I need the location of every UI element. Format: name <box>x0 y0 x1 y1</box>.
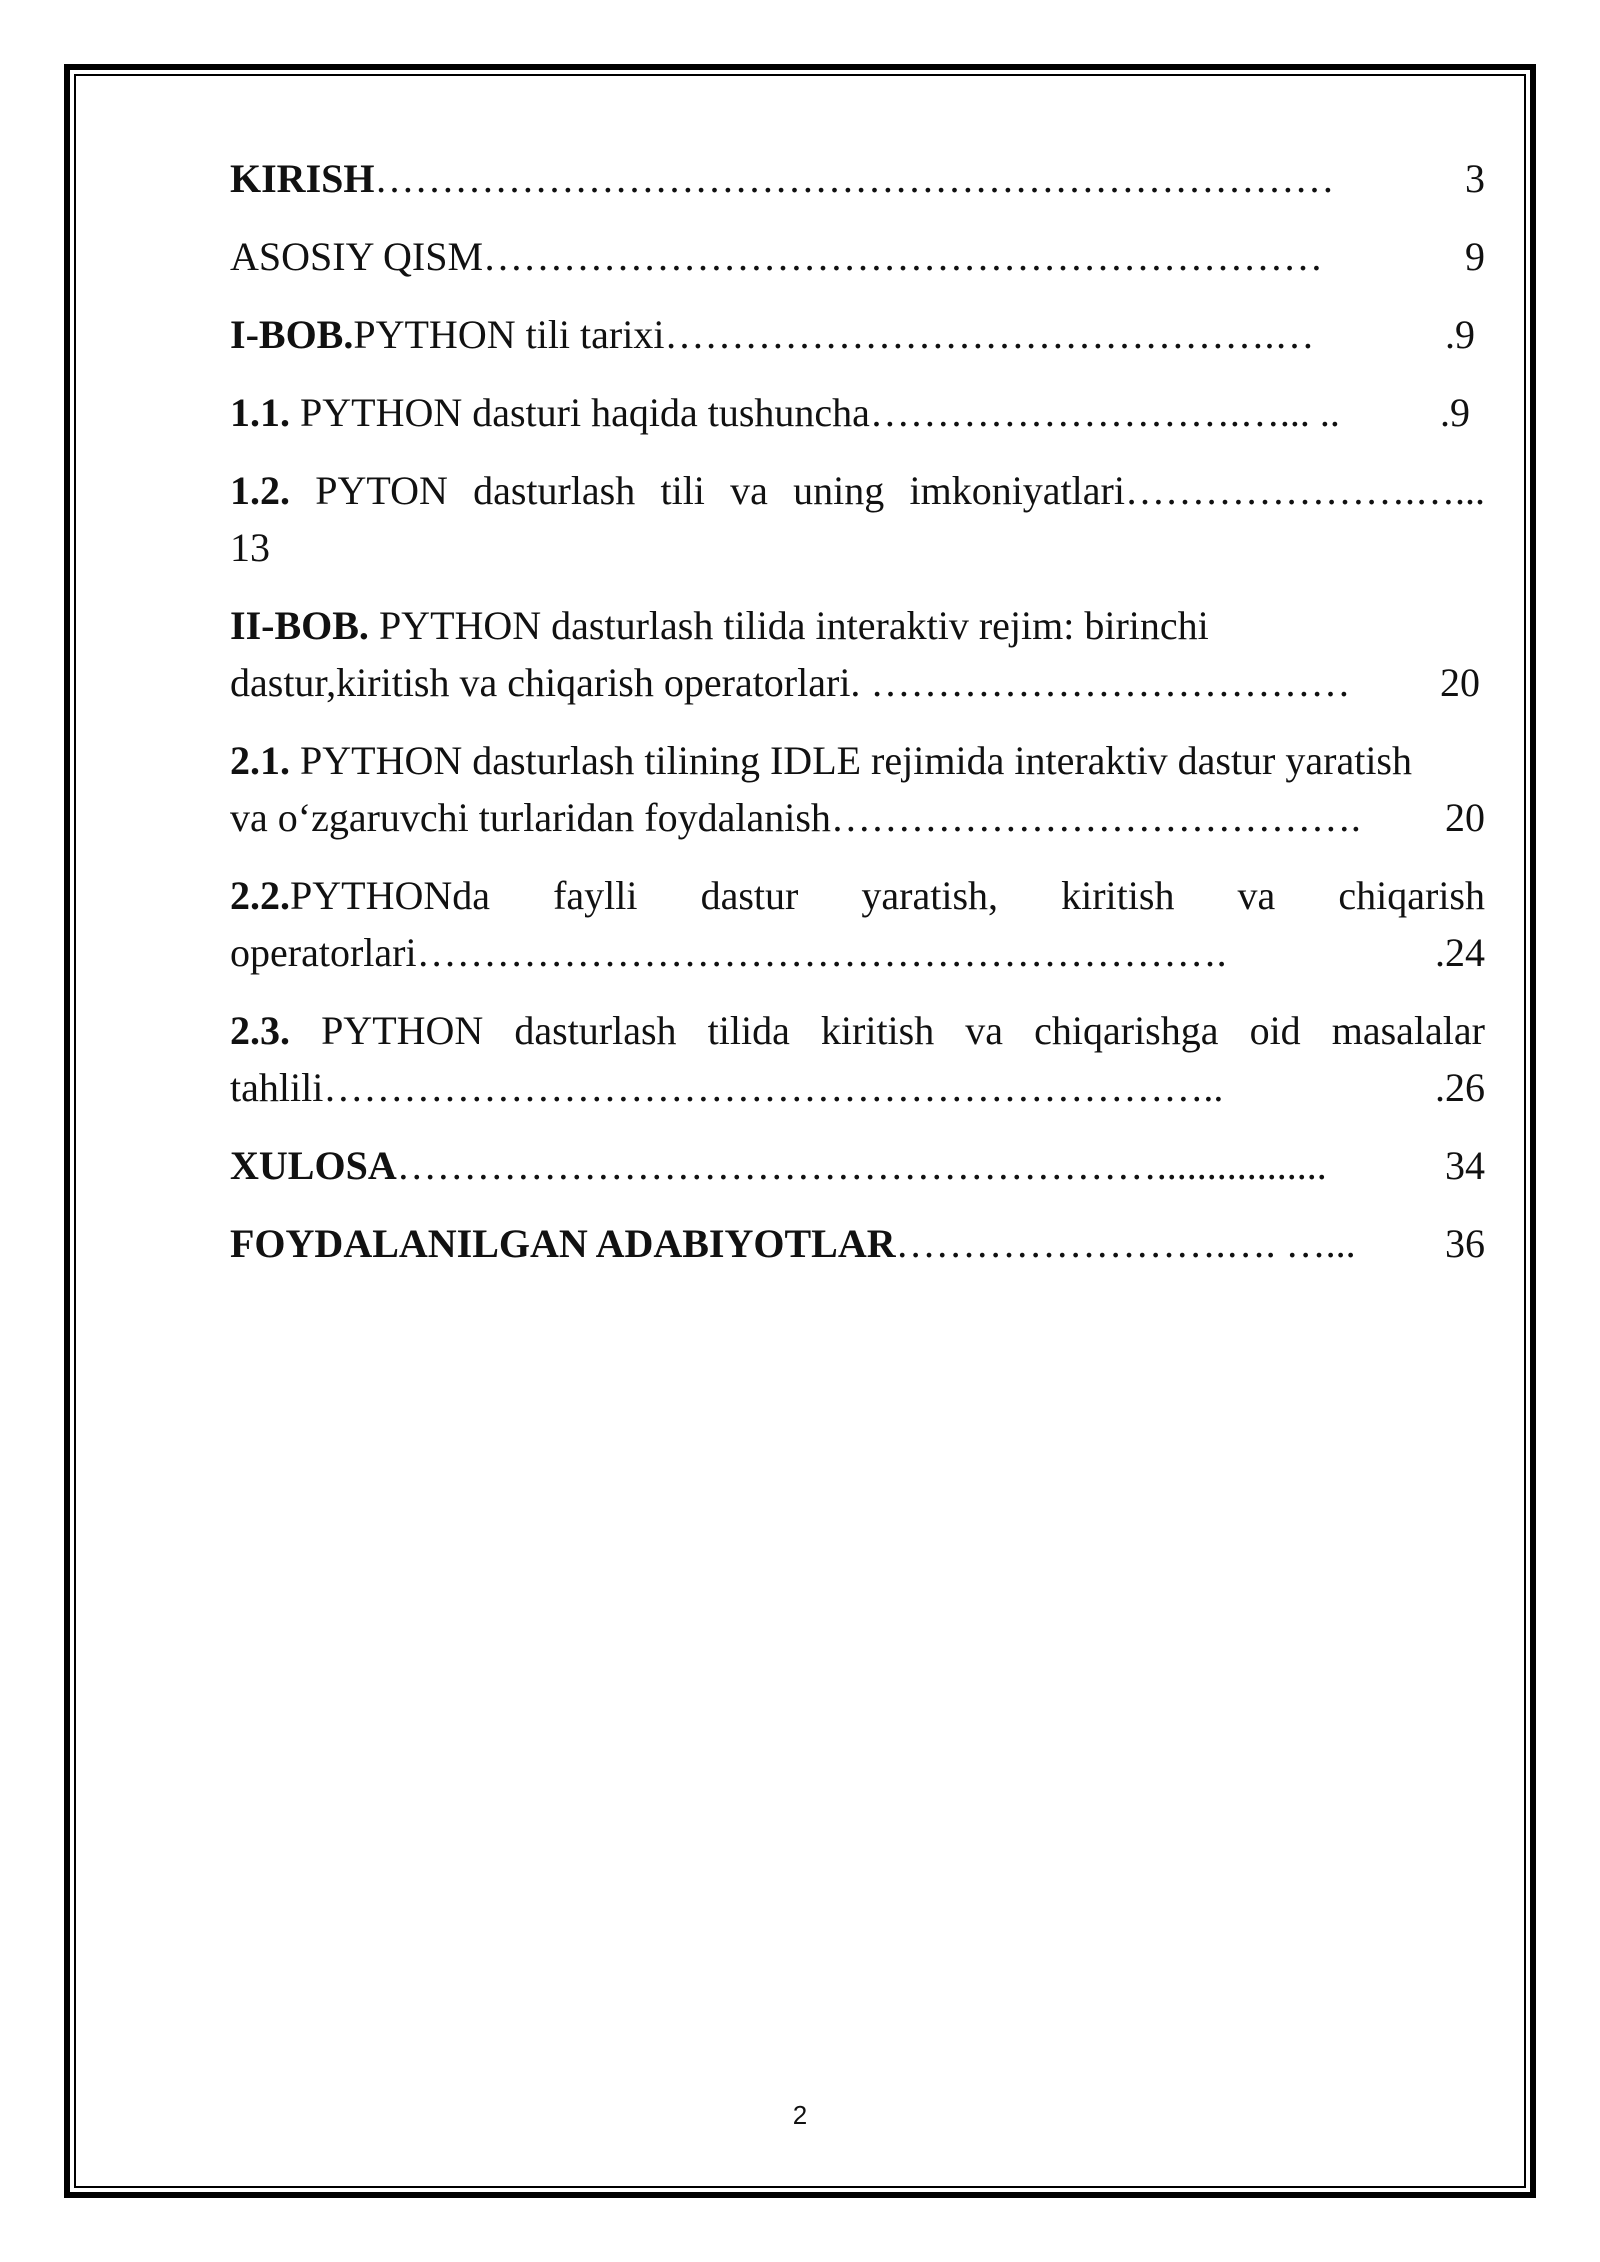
toc-prefix: 1.2. <box>230 468 290 513</box>
toc-leader: ……………………………………………………. <box>416 930 1227 975</box>
toc-word: va <box>1237 873 1276 918</box>
toc-line <box>230 867 1485 924</box>
toc-page: .9 <box>1440 390 1470 435</box>
toc-page: .9 <box>1445 312 1475 357</box>
toc-page: 20 <box>1445 795 1485 840</box>
toc-page: 36 <box>1445 1221 1485 1266</box>
toc-leader: ……………………………………………………… <box>483 234 1324 279</box>
toc-title: PYTHON dasturi haqida tushuncha <box>290 390 870 435</box>
toc-word: PYTON <box>315 468 448 513</box>
toc-word: faylli <box>553 873 638 918</box>
toc-entry-bob2 <box>230 597 1485 711</box>
toc-word: uning <box>793 468 885 513</box>
toc-leader: ……………………….…... .. <box>869 390 1340 435</box>
toc-line <box>230 597 1485 654</box>
toc-line <box>230 1059 1485 1116</box>
toc-leader: …………………………………. <box>830 795 1361 840</box>
toc-entry-adabiyotlar <box>230 1215 1485 1272</box>
toc-title: KIRISH <box>230 156 375 201</box>
toc-word: dastur <box>700 873 799 918</box>
toc-line <box>230 654 1480 711</box>
toc-word: masalalar <box>1331 1008 1485 1053</box>
toc-title: ASOSIY QISM <box>230 234 484 279</box>
toc-word: yaratish, <box>861 873 999 918</box>
toc-page: .26 <box>1435 1065 1485 1110</box>
toc-word: imkoniyatlari………………….…... <box>909 468 1485 513</box>
toc-title-cont: tahlili <box>230 1065 324 1110</box>
toc-title-cont: va o‘zgaruvchi turlaridan foydalanish <box>230 795 831 840</box>
toc-page: .24 <box>1435 930 1485 975</box>
toc-title-cont: operatorlari <box>230 930 417 975</box>
toc-prefix: II-BOB. <box>230 603 369 648</box>
toc-page: 3 <box>1465 156 1485 201</box>
toc-entry-asosiy-qism <box>230 228 1485 285</box>
toc-line <box>230 462 1485 519</box>
toc-page: 20 <box>1440 660 1480 705</box>
toc-word: kiritish <box>1061 873 1175 918</box>
toc-entry-1-2 <box>230 462 1485 576</box>
toc-prefix: 1.1. <box>230 390 290 435</box>
toc-word: PYTHONda <box>290 873 490 918</box>
page-number: 2 <box>792 2100 808 2130</box>
toc-prefix: 2.1. <box>230 738 290 783</box>
toc-leader: ………………………………………………………….. <box>323 1065 1224 1110</box>
toc-entry-2-1 <box>230 732 1485 846</box>
toc-leader: …………………….…. …... <box>895 1221 1356 1266</box>
toc-word: tili <box>660 468 705 513</box>
toc-title: PYTHON dasturlash tilining IDLE rejimida interaktiv dastur yaratish <box>290 738 1412 783</box>
toc-entry-bob1 <box>230 306 1475 363</box>
toc-page: 34 <box>1445 1143 1485 1188</box>
toc-word: kiritish <box>820 1008 935 1053</box>
toc-word: va <box>730 468 768 513</box>
toc-word: dasturlash <box>514 1008 677 1053</box>
toc-entry-1-1 <box>230 384 1470 441</box>
toc-entry-2-3 <box>230 1002 1485 1116</box>
toc-line <box>230 732 1485 789</box>
toc-leader: ……………………………………….… <box>664 312 1315 357</box>
toc-title: FOYDALANILGAN ADABIYOTLAR <box>230 1221 896 1266</box>
toc-line <box>230 789 1485 846</box>
toc-word: chiqarish <box>1338 873 1485 918</box>
toc-title: PYTHON tili tarixi <box>353 312 665 357</box>
toc-prefix: 2.3. <box>230 1008 290 1053</box>
toc-leader: ……………………………………………………………… <box>374 156 1335 201</box>
toc-word: oid <box>1249 1008 1301 1053</box>
toc-title: XULOSA <box>230 1143 397 1188</box>
toc-line <box>230 924 1485 981</box>
toc-title-cont: dastur,kiritish va chiqarish operatorlari. <box>230 660 871 705</box>
toc-word: va <box>965 1008 1004 1053</box>
toc-entry-2-2 <box>230 867 1485 981</box>
toc-word: dasturlash <box>473 468 636 513</box>
toc-page: 9 <box>1465 234 1485 279</box>
toc-word: chiqarishga <box>1034 1008 1219 1053</box>
toc-word: tilida <box>707 1008 790 1053</box>
toc-line <box>230 1002 1485 1059</box>
toc-word: PYTHON <box>321 1008 484 1053</box>
toc-page: 13 <box>230 525 270 570</box>
toc-title: PYTHON dasturlash tilida interaktiv rejim: birinchi <box>368 603 1209 648</box>
table-of-contents <box>230 150 1485 1293</box>
toc-entry-xulosa <box>230 1137 1485 1194</box>
toc-leader: …………………………………………………................. <box>396 1143 1327 1188</box>
toc-leader: ……………………………… <box>870 660 1351 705</box>
toc-entry-kirish <box>230 150 1485 207</box>
toc-prefix: I-BOB. <box>230 312 354 357</box>
toc-prefix: 2.2. <box>230 873 290 918</box>
